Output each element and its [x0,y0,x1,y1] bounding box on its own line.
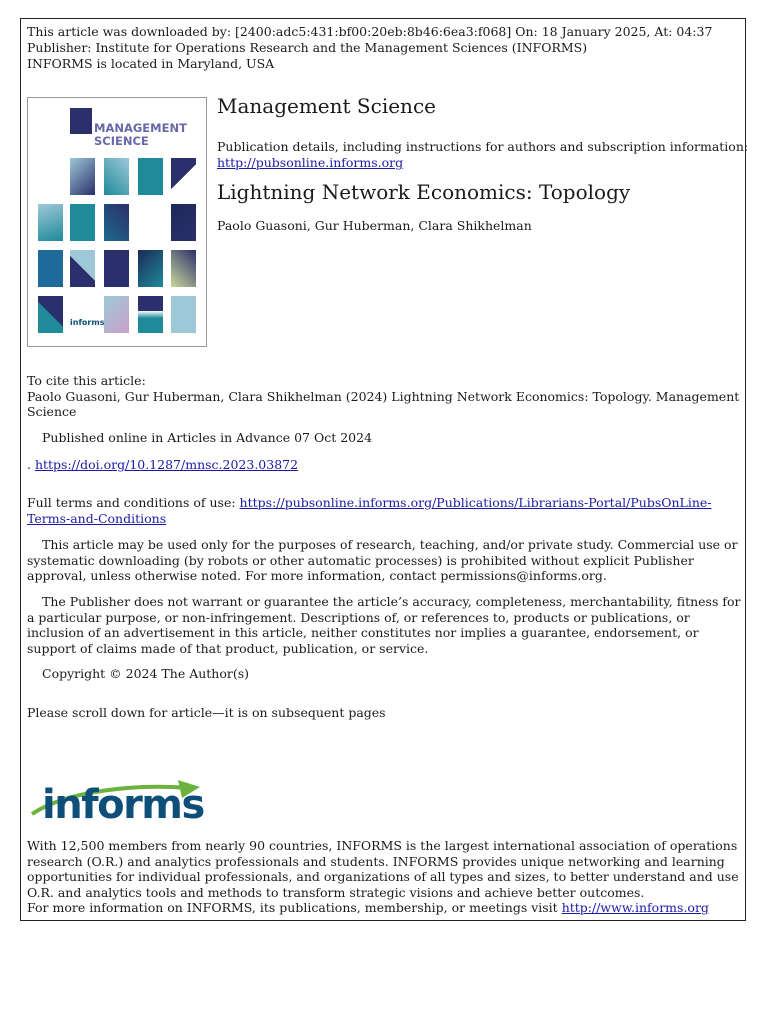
cover-tile [70,250,95,287]
cover-tile [104,250,129,287]
informs-about: With 12,500 members from nearly 90 countries, INFORMS is the largest international association of operations research (O.R.) and analytics professionals and students. INFORMS provides unique networking and learning opportunities for individual professionals, and organizations of all types and sizes, to better understand and use O.R. and analytics tools and methods to transform strategic visions and achieve better outcomes. [27,838,739,900]
cover-publisher-mark: informs [70,318,105,327]
journal-name: Management Science [217,94,436,118]
cover-tile [38,204,63,241]
cover-tile [171,296,196,333]
cover-tile [138,158,163,195]
download-notice: This article was downloaded by: [2400:adc5:431:bf00:20eb:8b46:6ea3:f068] On: 18 January 2025, At: 04:37 [27,24,713,39]
doi-line: . https://doi.org/10.1287/mnsc.2023.03872 [27,457,299,472]
more-info-line: For more information on INFORMS, its publications, membership, or meetings visit http://www.informs.org [27,900,709,915]
cover-tile [171,250,196,287]
cover-tile [104,204,129,241]
usage-paragraph: This article may be used only for the purposes of research, teaching, and/or private study. Commercial use or systematic downloading (by robots or other automatic processes) is prohibited without explicit Publisher approval, unless otherwise noted. For more information, contact permissions@informs.org. [27,537,738,583]
terms-link[interactable]: https://pubsonline.informs.org/Publications/Librarians-Portal/PubsOnLine- [239,495,712,510]
terms-line: Full terms and conditions of use: https://pubsonline.informs.org/Publications/Librarians-Portal/PubsOnLine- [27,495,712,510]
doi-link[interactable]: https://doi.org/10.1287/mnsc.2023.03872 [34,457,299,472]
location-line: INFORMS is located in Maryland, USA [27,56,275,71]
informs-logo: informs [28,778,208,826]
publication-details: Publication details, including instructions for authors and subscription information: [217,139,749,154]
publisher-line: Publisher: Institute for Operations Research and the Management Sciences (INFORMS) [27,40,588,55]
cover-tile [104,158,129,195]
cite-label: To cite this article: [27,373,146,388]
cover-tile [70,108,92,134]
publication-url-link[interactable]: http://pubsonline.informs.org [217,155,404,170]
journal-cover-image [27,97,207,347]
cover-tile [138,250,163,287]
cover-title: MANAGEMENT SCIENCE [94,121,187,148]
cover-tile [38,296,63,333]
citation-text-cont: Science [27,404,77,419]
terms-link-cont[interactable]: Terms-and-Conditions [27,511,167,526]
scroll-notice: Please scroll down for article—it is on subsequent pages [27,705,386,720]
article-title: Lightning Network Economics: Topology [217,180,631,204]
published-date: Published online in Articles in Advance 07 Oct 2024 [42,430,373,445]
cover-tile [70,158,95,195]
informs-website-link[interactable]: http://www.informs.org [561,900,709,915]
cover-tile [171,158,196,195]
warranty-paragraph: The Publisher does not warrant or guarantee the article’s accuracy, completeness, merchantability, fitness for a particular purpose, or non-infringement. Descriptions of, or references to, products or publications, or inclusion of an advertisement in this article, neither constitutes nor implies a guarantee, endorsement, or support of claims made of that product, publication, or service. [27,594,741,656]
cover-tile [38,250,63,287]
cover-tile [171,204,196,241]
citation-text: Paolo Guasoni, Gur Huberman, Clara Shikhelman (2024) Lightning Network Economics: Topology. Management [27,389,740,404]
cover-tile [70,204,95,241]
article-authors: Paolo Guasoni, Gur Huberman, Clara Shikhelman [217,218,532,233]
cover-tile [138,296,163,333]
cover-tile [104,296,129,333]
copyright-line: Copyright © 2024 The Author(s) [42,666,250,681]
